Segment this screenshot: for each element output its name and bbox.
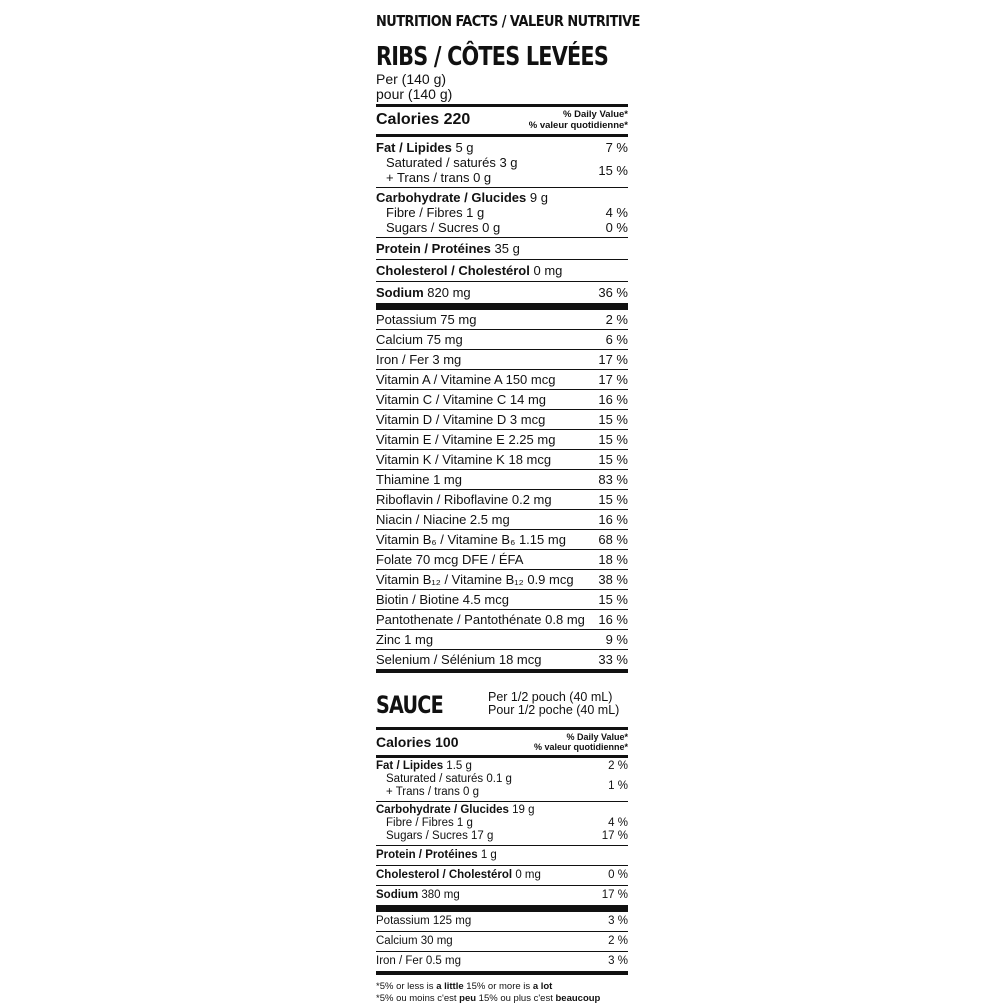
sauce-saturated: Saturated / saturés 0.1 g: [386, 773, 512, 785]
ribs-nutrient-row: [376, 409, 628, 429]
sauce-protein-amount: 1 g: [480, 849, 497, 861]
ribs-cholesterol-label: Cholesterol / Cholestérol: [376, 263, 530, 278]
ribs-nutrient-name: Vitamin C / Vitamine C 14 mg: [376, 392, 547, 407]
ribs-saturated: Saturated / saturés 3 g: [386, 155, 518, 170]
ribs-nutrient-row: [376, 489, 628, 509]
ribs-nutrient-row: [376, 609, 628, 629]
sauce-nutrient-row: [376, 911, 628, 931]
ribs-carb-row: [376, 190, 628, 205]
ribs-serving-en: Per (140 g): [376, 71, 447, 87]
ribs-nutrient-name: Riboflavin / Riboflavine 0.2 mg: [376, 492, 552, 507]
ribs-nutrient-dv: 16 %: [598, 392, 628, 407]
sauce-fat-amount: 1.5 g: [446, 760, 472, 772]
ribs-nutrient-row: [376, 469, 628, 489]
ribs-nutrient-dv: 15 %: [598, 412, 628, 427]
sauce-nutrient-name: Potassium 125 mg: [376, 915, 472, 927]
ribs-nutrient-row: [376, 629, 628, 649]
ribs-nutrient-dv: 16 %: [598, 612, 628, 627]
sauce-sugars-row: [376, 830, 628, 843]
sauce-cholesterol-row: [376, 865, 628, 885]
ribs-nutrient-dv: 33 %: [598, 652, 628, 667]
sauce-nutrient-dv: 3 %: [608, 915, 628, 927]
sauce-calories: Calories 100: [376, 734, 459, 750]
footnote-en: *5% or less is a little 15% or more is a lot: [376, 981, 553, 992]
ribs-fat-amount: 5 g: [455, 140, 474, 155]
sauce-carb-label: Carbohydrate / Glucides: [376, 804, 509, 816]
ribs-sodium-label: Sodium: [376, 285, 424, 300]
nutrition-facts-panel: [376, 10, 640, 1005]
ribs-nutrient-row: [376, 529, 628, 549]
ribs-calories: Calories 220: [376, 111, 471, 128]
sauce-minerals-list: [376, 911, 628, 971]
ribs-cholesterol-amount: 0 mg: [533, 263, 563, 278]
ribs-nutrient-row: [376, 569, 628, 589]
ribs-nutrient-row: [376, 649, 628, 669]
ribs-sat-trans-dv: 15 %: [598, 162, 628, 178]
ribs-sodium-dv: 36 %: [598, 285, 628, 300]
ribs-sugars: Sugars / Sucres 0 g: [386, 220, 501, 235]
sauce-protein-row: [376, 845, 628, 865]
footnote-fr: *5% ou moins c'est peu 15% ou plus c'est beaucoup: [376, 993, 601, 1004]
ribs-nutrient-dv: 17 %: [598, 372, 628, 387]
sauce-dv-fr: % valeur quotidienne*: [533, 742, 628, 752]
sauce-sugars: Sugars / Sucres 17 g: [386, 830, 494, 842]
sauce-carb-block: [376, 801, 628, 845]
ribs-nutrient-row: [376, 589, 628, 609]
sauce-serving-fr: Pour 1/2 poche (40 mL): [488, 703, 620, 717]
ribs-nutrient-dv: 38 %: [598, 572, 628, 587]
ribs-nutrient-dv: 15 %: [598, 492, 628, 507]
sauce-cholesterol-dv: 0 %: [608, 869, 628, 881]
ribs-carb-label: Carbohydrate / Glucides: [376, 190, 527, 205]
sauce-cholesterol-amount: 0 mg: [515, 869, 541, 881]
sauce-fibre-dv: 4 %: [608, 817, 628, 829]
ribs-nutrient-row: [376, 449, 628, 469]
ribs-nutrient-row: [376, 309, 628, 329]
ribs-nutrient-row: [376, 349, 628, 369]
sauce-panel: [376, 727, 628, 1005]
divider: [376, 669, 628, 673]
ribs-protein-row: [376, 237, 628, 259]
ribs-nutrient-name: Iron / Fer 3 mg: [376, 352, 462, 367]
sauce-fat-block: [376, 758, 628, 801]
ribs-nutrient-name: Vitamin D / Vitamine D 3 mcg: [376, 412, 546, 427]
ribs-nutrient-name: Biotin / Biotine 4.5 mcg: [376, 592, 509, 607]
sauce-nutrient-name: Iron / Fer 0.5 mg: [376, 955, 462, 967]
sauce-header: [376, 691, 628, 727]
sauce-sat-trans-dv: 1 %: [608, 779, 628, 792]
ribs-serving-fr: pour (140 g): [376, 86, 453, 102]
sauce-sodium-row: [376, 885, 628, 905]
ribs-nutrient-row: [376, 369, 628, 389]
sauce-fat-row: [376, 760, 628, 773]
ribs-nutrient-name: Zinc 1 mg: [376, 632, 434, 647]
panel-header: NUTRITION FACTS / VALEUR NUTRITIVE: [376, 12, 640, 30]
ribs-nutrient-row: [376, 429, 628, 449]
sauce-carb-amount: 19 g: [512, 804, 535, 816]
ribs-fat-block: [376, 137, 628, 187]
sauce-fat-dv: 2 %: [608, 760, 628, 772]
sauce-nutrient-name: Calcium 30 mg: [376, 935, 453, 947]
ribs-fibre: Fibre / Fibres 1 g: [386, 205, 485, 220]
sauce-fibre: Fibre / Fibres 1 g: [386, 817, 473, 829]
ribs-sodium-amount: 820 mg: [427, 285, 471, 300]
ribs-serving: [376, 72, 628, 102]
ribs-sodium-row: [376, 281, 628, 303]
ribs-dv-en: % Daily Value*: [563, 109, 628, 120]
ribs-nutrient-dv: 6 %: [605, 332, 628, 347]
ribs-sat-trans: [376, 155, 628, 185]
sauce-sodium-amount: 380 mg: [421, 889, 460, 901]
sauce-cholesterol-label: Cholesterol / Cholestérol: [376, 869, 513, 881]
ribs-nutrient-dv: 15 %: [598, 452, 628, 467]
ribs-nutrient-name: Vitamin B₁₂ / Vitamine B₁₂ 0.9 mcg: [376, 572, 574, 587]
ribs-fat-row: [376, 140, 628, 155]
ribs-sugars-row: [376, 220, 628, 235]
sauce-sodium-label: Sodium: [376, 889, 419, 901]
ribs-nutrient-dv: 16 %: [598, 512, 628, 527]
ribs-nutrient-dv: 18 %: [598, 552, 628, 567]
ribs-nutrient-name: Selenium / Sélénium 18 mcg: [376, 652, 542, 667]
sauce-title: SAUCE: [376, 691, 443, 719]
ribs-title: RIBS / CÔTES LEVÉES: [376, 42, 608, 72]
ribs-minerals-list: [376, 309, 628, 669]
ribs-nutrient-name: Niacin / Niacine 2.5 mg: [376, 512, 510, 527]
sauce-trans: + Trans / trans 0 g: [386, 786, 480, 798]
ribs-nutrient-row: [376, 329, 628, 349]
sauce-protein-label: Protein / Protéines: [376, 849, 478, 861]
ribs-dv-fr: % valeur quotidienne*: [528, 120, 628, 131]
sauce-nutrient-row: [376, 931, 628, 951]
ribs-nutrient-dv: 15 %: [598, 592, 628, 607]
ribs-carb-amount: 9 g: [529, 190, 548, 205]
ribs-nutrient-name: Folate 70 mcg DFE / ÉFA: [376, 552, 524, 567]
ribs-fibre-dv: 4 %: [605, 205, 628, 220]
sauce-sat-trans: [376, 773, 628, 799]
ribs-nutrient-name: Pantothenate / Pantothénate 0.8 mg: [376, 612, 585, 627]
ribs-sugars-dv: 0 %: [605, 220, 628, 235]
ribs-nutrient-name: Thiamine 1 mg: [376, 472, 462, 487]
ribs-fibre-row: [376, 205, 628, 220]
ribs-nutrient-dv: 83 %: [598, 472, 628, 487]
ribs-protein-label: Protein / Protéines: [376, 241, 491, 256]
ribs-nutrient-name: Vitamin B₆ / Vitamine B₆ 1.15 mg: [376, 532, 566, 547]
ribs-nutrient-name: Vitamin K / Vitamine K 18 mcg: [376, 452, 552, 467]
ribs-nutrient-dv: 17 %: [598, 352, 628, 367]
sauce-calories-row: [376, 730, 628, 755]
ribs-nutrient-name: Potassium 75 mg: [376, 312, 477, 327]
ribs-nutrient-dv: 68 %: [598, 532, 628, 547]
sauce-dv-header: [534, 732, 628, 752]
ribs-trans: + Trans / trans 0 g: [386, 170, 492, 185]
sauce-fat-label: Fat / Lipides: [376, 760, 444, 772]
ribs-calories-row: [376, 107, 628, 134]
sauce-nutrient-dv: 2 %: [608, 935, 628, 947]
sauce-nutrient-dv: 3 %: [608, 955, 628, 967]
ribs-nutrient-dv: 9 %: [605, 632, 628, 647]
ribs-protein-amount: 35 g: [494, 241, 520, 256]
sauce-fibre-row: [376, 817, 628, 830]
ribs-nutrient-dv: 2 %: [605, 312, 628, 327]
sauce-dv-en: % Daily Value*: [566, 732, 628, 742]
sauce-sodium-dv: 17 %: [601, 889, 628, 901]
ribs-nutrient-row: [376, 549, 628, 569]
sauce-serving: [488, 691, 619, 717]
ribs-nutrient-name: Vitamin A / Vitamine A 150 mcg: [376, 372, 556, 387]
ribs-cholesterol-row: [376, 259, 628, 281]
ribs-nutrient-row: [376, 389, 628, 409]
ribs-fat-label: Fat / Lipides: [376, 140, 452, 155]
ribs-nutrient-name: Calcium 75 mg: [376, 332, 463, 347]
footnote: [376, 981, 628, 1005]
divider: [376, 971, 628, 975]
ribs-nutrient-name: Vitamin E / Vitamine E 2.25 mg: [376, 432, 556, 447]
sauce-sugars-dv: 17 %: [601, 830, 628, 842]
ribs-fat-dv: 7 %: [605, 140, 628, 155]
sauce-nutrient-row: [376, 951, 628, 971]
sauce-serving-en: Per 1/2 pouch (40 mL): [488, 690, 613, 704]
ribs-nutrient-row: [376, 509, 628, 529]
ribs-dv-header: [529, 109, 628, 131]
ribs-carb-block: [376, 187, 628, 237]
ribs-nutrient-dv: 15 %: [598, 432, 628, 447]
